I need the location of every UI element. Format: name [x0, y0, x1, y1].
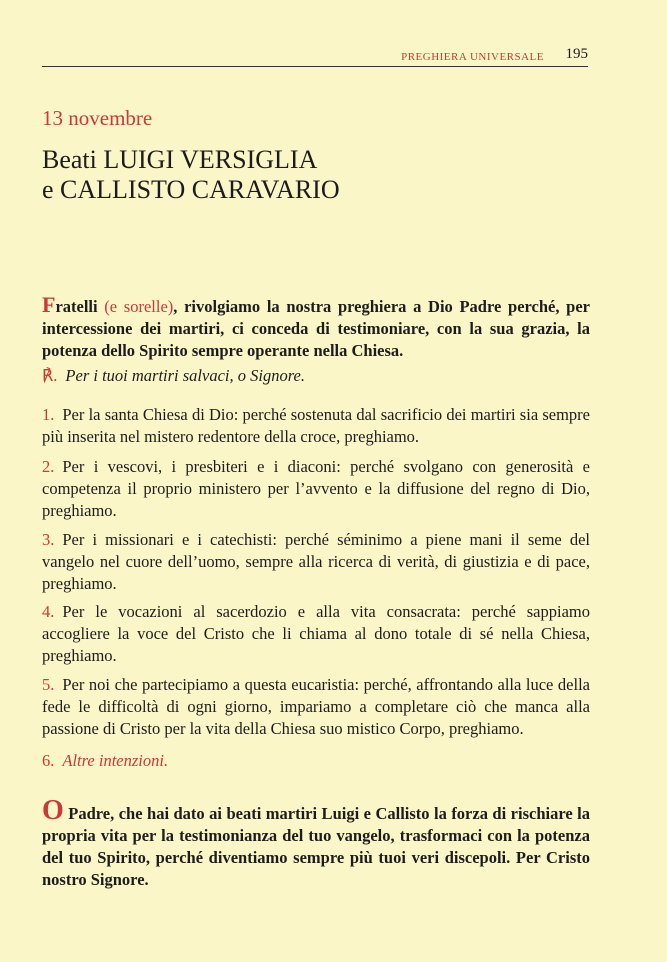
intention-2 — [42, 456, 590, 522]
intro-text-2: , rivolgiamo la nostra preghiera a Dio Padre perché, per intercessione dei martiri, ci conceda di testimoniare, con la sua grazia, la potenza dello Spirito sempre operante nella Chiesa. — [42, 297, 590, 360]
response-text: Per i tuoi martiri salvaci, o Signore. — [65, 366, 305, 385]
intention-text: Per la santa Chiesa di Dio: perché sostenuta dal sacrificio dei martiri sia sempre più inserita nel mistero redentore della croce, preghiamo. — [42, 405, 590, 446]
response-line — [42, 365, 590, 387]
intro-text-1: ratelli — [55, 297, 105, 316]
intention-text: Per le vocazioni al sacerdozio e alla vita consacrata: perché sappiamo accogliere la voce del Cristo che li chiama al dono totale di sé nella Chiesa, preghiamo. — [42, 602, 590, 665]
intention-text: Per noi che partecipiamo a questa eucaristia: perché, affrontando alla luce della fede le difficoltà di ogni giorno, impariamo a completare ciò che manca alla passione di Cristo per la vita della Chiesa suo mistico Corpo, preghiamo. — [42, 675, 590, 738]
title-line-2: e CALLISTO CARAVARIO — [42, 175, 340, 204]
intention-text: Altre intenzioni. — [62, 751, 169, 770]
intention-number: 4. — [42, 602, 55, 621]
intention-number: 2. — [42, 457, 55, 476]
running-head: PREGHIERA UNIVERSALE — [401, 51, 544, 63]
intention-number: 5. — [42, 675, 55, 694]
intention-3 — [42, 529, 590, 595]
intention-5 — [42, 674, 590, 740]
intro-dropcap: F — [42, 292, 56, 317]
intro-parenthetical: (e sorelle) — [104, 297, 174, 316]
intention-6 — [42, 750, 590, 772]
closing-text: Padre, che hai dato ai beati martiri Luigi e Callisto la forza di rischiare la propria vita per la testimonianza del tuo vangelo, trasformaci con la potenza del tuo Spirito, perché diventiamo sempre più tuoi veri discepoli. Per Cristo nostro Signore. — [42, 804, 590, 889]
intention-4 — [42, 601, 590, 667]
intention-text: Per i missionari e i catechisti: perché séminimo a piene mani il seme del vangelo nel cuore dell’uomo, sempre alla ricerca di verità, di giustizia e di pace, preghiamo. — [42, 530, 590, 593]
closing-dropcap: O — [42, 795, 64, 826]
feast-date: 13 novembre — [42, 106, 153, 130]
response-symbol: ℟. — [42, 366, 58, 385]
intention-number: 6. — [42, 751, 55, 770]
intention-number: 3. — [42, 530, 55, 549]
page-title — [42, 145, 602, 205]
introduction-paragraph — [42, 294, 590, 362]
intention-1 — [42, 404, 590, 448]
intention-text: Per i vescovi, i presbiteri e i diaconi: perché svolgano con generosità e competenza il proprio ministero per l’avvento e la diffusione del regno di Dio, preghiamo. — [42, 457, 590, 520]
page-number: 195 — [565, 46, 588, 62]
intention-number: 1. — [42, 405, 55, 424]
closing-prayer — [42, 795, 590, 891]
title-line-1: Beati LUIGI VERSIGLIA — [42, 145, 318, 174]
page-header — [42, 46, 588, 67]
